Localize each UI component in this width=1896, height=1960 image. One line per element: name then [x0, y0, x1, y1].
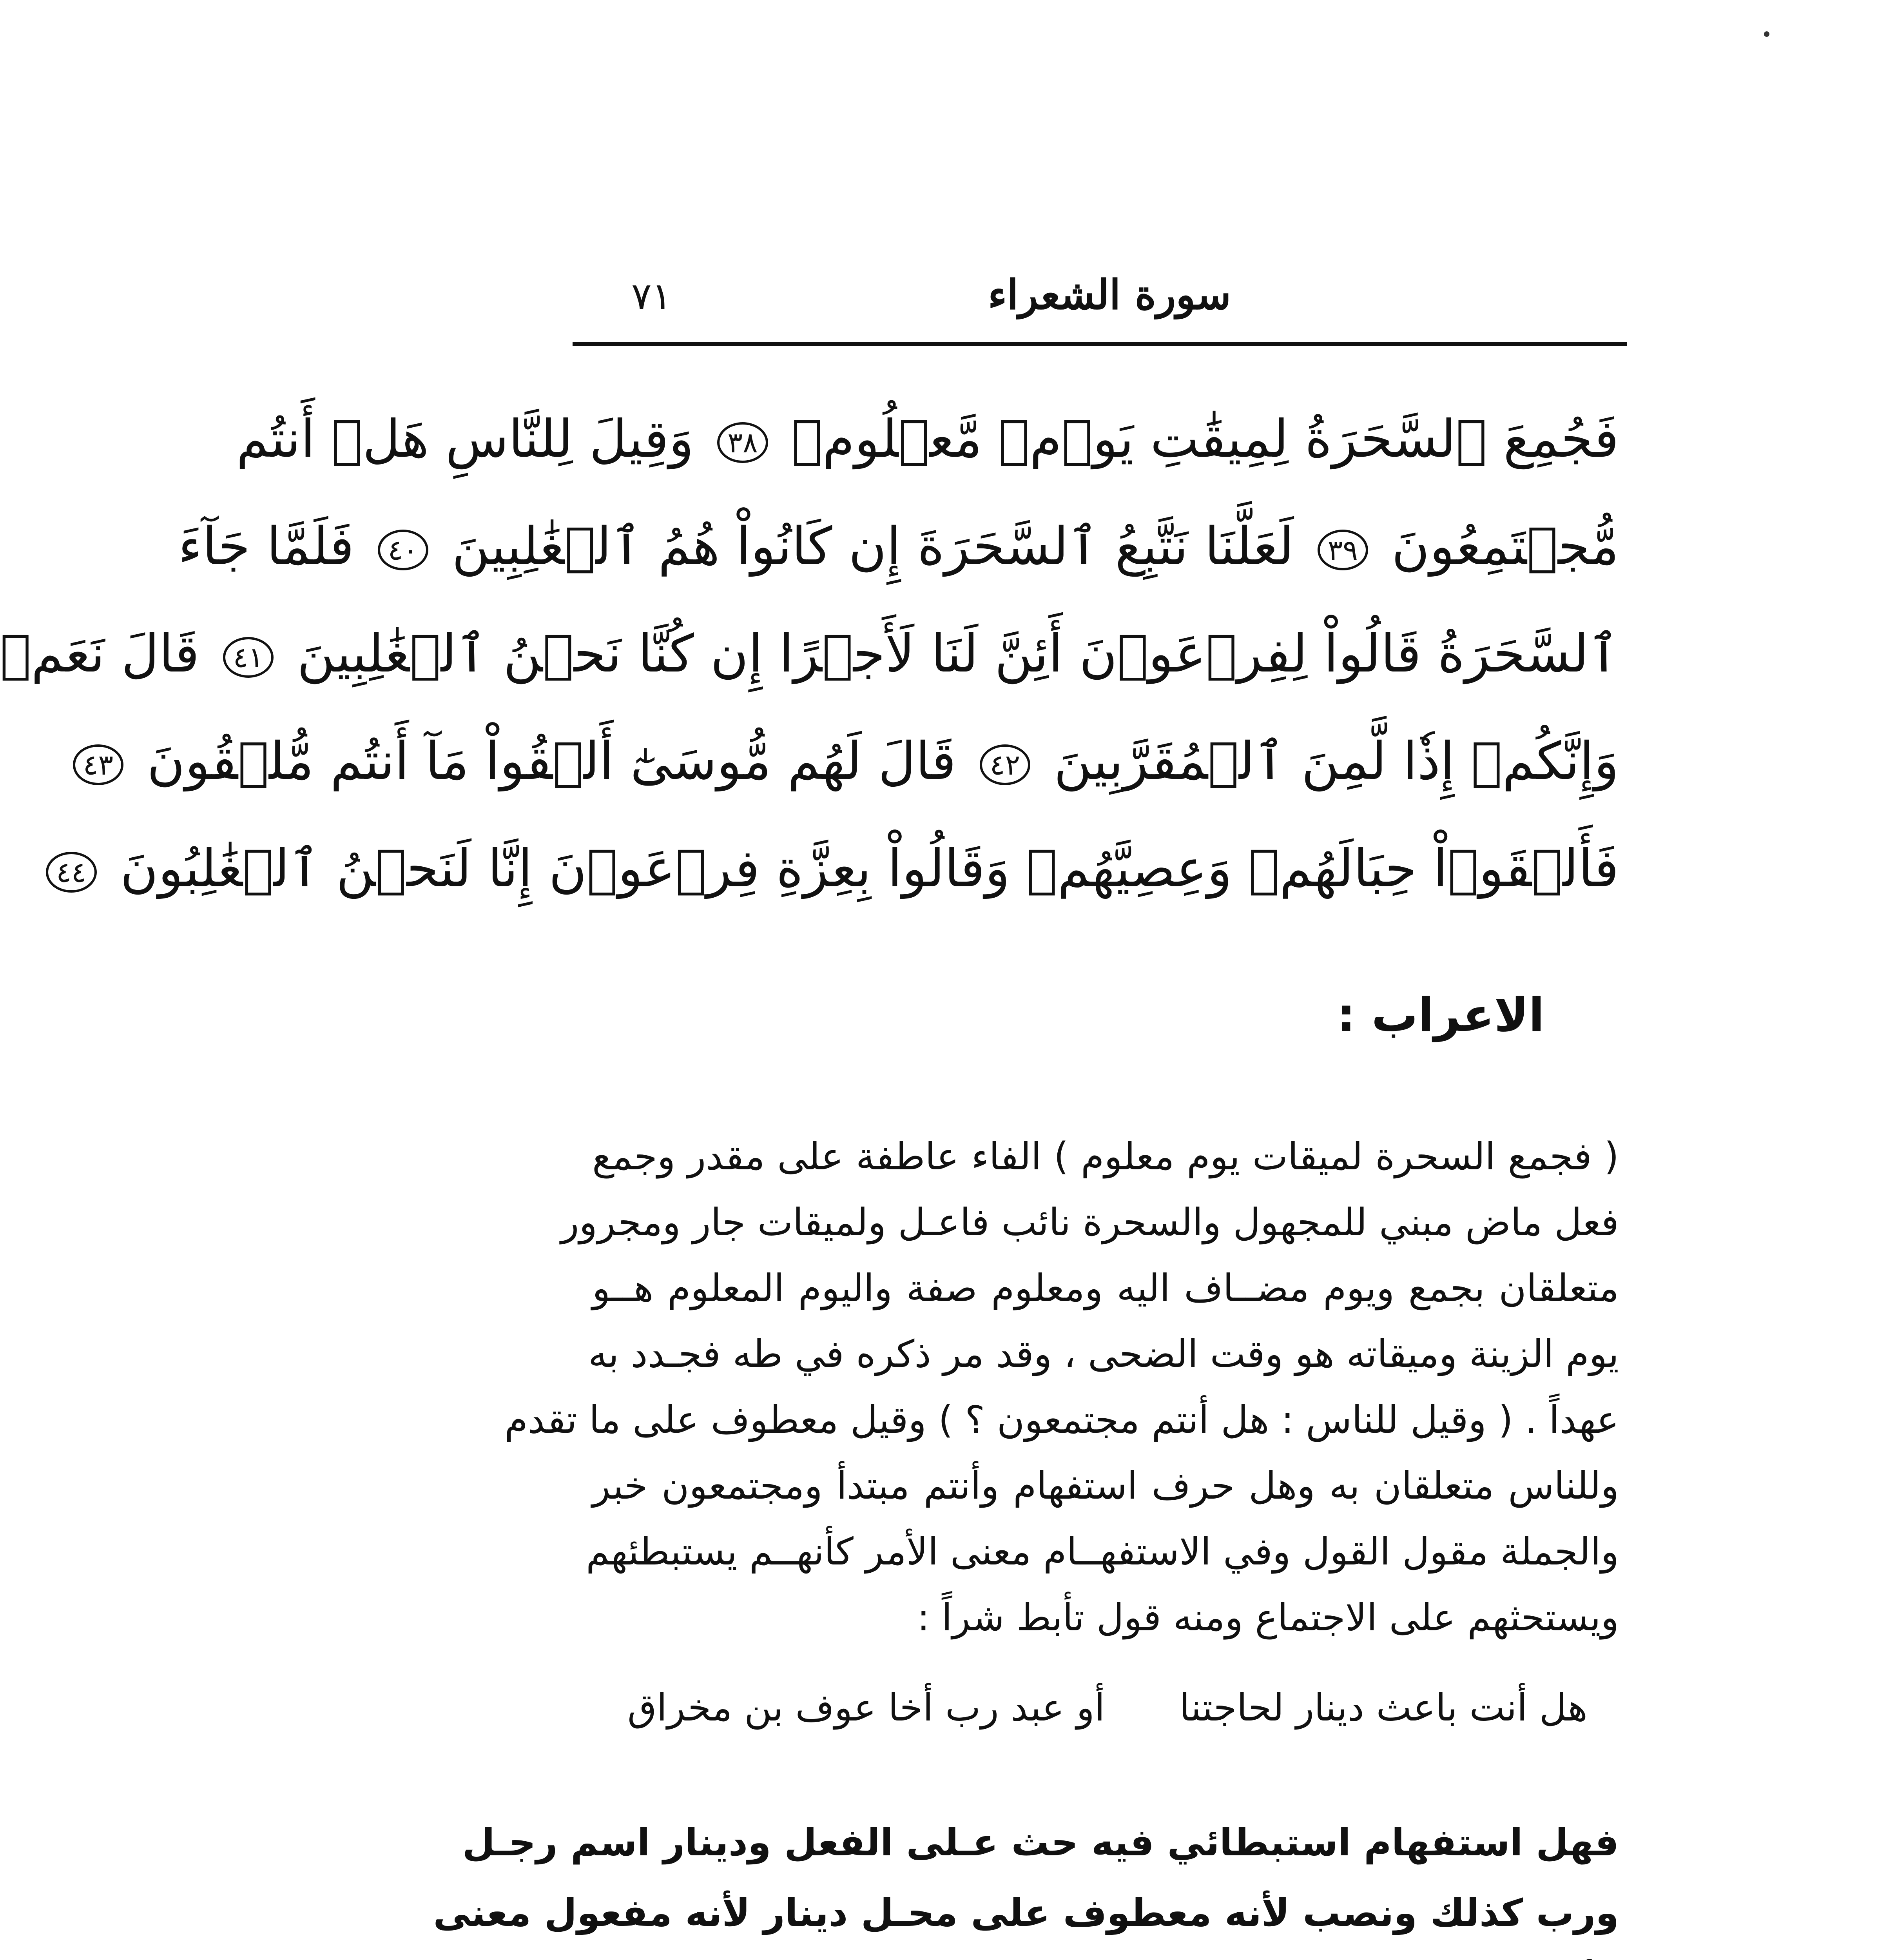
verse-text: وَقِيلَ لِلنَّاسِ هَلۡ أَنتُم [236, 409, 694, 469]
text-line: متعلقان بجمع ويوم مضــاف اليه ومعلوم صفة واليوم المعلوم هــو [592, 1266, 1619, 1310]
verse-text: قَالَ لَهُم مُّوسَىٰٓ أَلۡقُواْ مَآ أَنتُم مُّلۡقُونَ [147, 731, 956, 791]
continuation-paragraph [433, 1811, 1619, 1960]
text-line: فعل ماض مبني للمجهول والسحرة نائب فاعـل ولميقات جار ومجرور [561, 1200, 1619, 1244]
verse-text: فَأَلۡقَوۡاْ حِبَالَهُمۡ وَعِصِيَّهُمۡ وَقَالُواْ بِعِزَّةِ فِرۡعَوۡنَ إِنَّا لَنَحۡنُ ٱلۡغَٰلِبُونَ [120, 838, 1619, 899]
verse-line [0, 611, 1619, 718]
verse-line [236, 396, 1619, 503]
text-line [592, 1952, 1619, 1960]
text-line: فهل استفهام استبطائي فيه حث عـلى الفعل ودينار اسم رجـل [462, 1820, 1619, 1864]
surah-title: سورة الشعراء [988, 270, 1231, 319]
verse-number-marker: ٤٢ [980, 744, 1030, 785]
verse-number-marker: ٣٨ [717, 422, 768, 463]
verse-line [56, 826, 1619, 933]
verse-line [178, 503, 1619, 611]
text-line: ويستحثهم على الاجتماع ومنه قول تأبط شراً : [917, 1595, 1619, 1639]
text-line: والجملة مقول القول وفي الاستفهــام معنى الأمر كأنهــم يستبطئهم [586, 1530, 1619, 1573]
second-hemistich: أو عبد رب أخا عوف بن مخراق [627, 1686, 1105, 1730]
text-line: ورب كذلك ونصب لأنه معطوف على محـل دينار لأنه مفعول معنى [433, 1891, 1619, 1935]
verse-number-marker: ٤٠ [378, 530, 428, 570]
verse-text: قَالَ نَعَمۡ [0, 624, 199, 684]
poetry-verse [627, 1686, 1588, 1752]
verse-number-marker: ٤١ [223, 637, 274, 678]
verse-text: مُّجۡتَمِعُونَ [1391, 516, 1619, 577]
verse-text: فَجُمِعَ ٱلسَّحَرَةُ لِمِيقَٰتِ يَوۡمٖ مَّعۡلُومٖ [791, 409, 1619, 469]
verse-number-marker: ٤٣ [73, 744, 123, 785]
verse-text: فَلَمَّا جَآءَ [178, 516, 354, 577]
quran-verses [0, 396, 1619, 933]
verse-text: لَعَلَّنَا نَتَّبِعُ ٱلسَّحَرَةَ إِن كَانُواْ هُمُ ٱلۡغَٰلِبِينَ [452, 516, 1294, 577]
i3rab-heading: الاعراب : [1337, 988, 1544, 1042]
verse-line [83, 718, 1619, 826]
page-header [573, 259, 1627, 337]
commentary-paragraph [504, 1125, 1619, 1652]
first-hemistich: هل أنت باعث دينار لحاجتنا [1179, 1686, 1588, 1730]
verse-number-marker: ٣٩ [1318, 530, 1368, 570]
text-line: عهداً . ( وقيل للناس : هل أنتم مجتمعون ؟ ) وقيل معطوف على ما تقدم [504, 1398, 1619, 1442]
text-line: ( فجمع السحرة لميقات يوم معلوم ) الفاء عاطفة على مقدر وجمع [592, 1134, 1619, 1178]
text-line: يوم الزينة وميقاته هو وقت الضحى ، وقد مر ذكره في طه فجـدد به [588, 1332, 1619, 1376]
verse-number-marker: ٤٤ [46, 852, 96, 893]
verse-text: وَإِنَّكُمۡ إِذٗا لَّمِنَ ٱلۡمُقَرَّبِينَ [1054, 731, 1619, 791]
verse-text: ٱلسَّحَرَةُ قَالُواْ لِفِرۡعَوۡنَ أَئِنَّ لَنَا لَأَجۡرًا إِن كُنَّا نَحۡنُ ٱلۡغَٰلِبِينَ [297, 624, 1619, 684]
text-line: وللناس متعلقان به وهل حرف استفهام وأنتم مبتدأ ومجتمعون خبر [592, 1464, 1619, 1508]
scan-speck [1764, 31, 1769, 37]
header-divider [573, 342, 1627, 346]
page-number: ٧١ [631, 274, 672, 318]
